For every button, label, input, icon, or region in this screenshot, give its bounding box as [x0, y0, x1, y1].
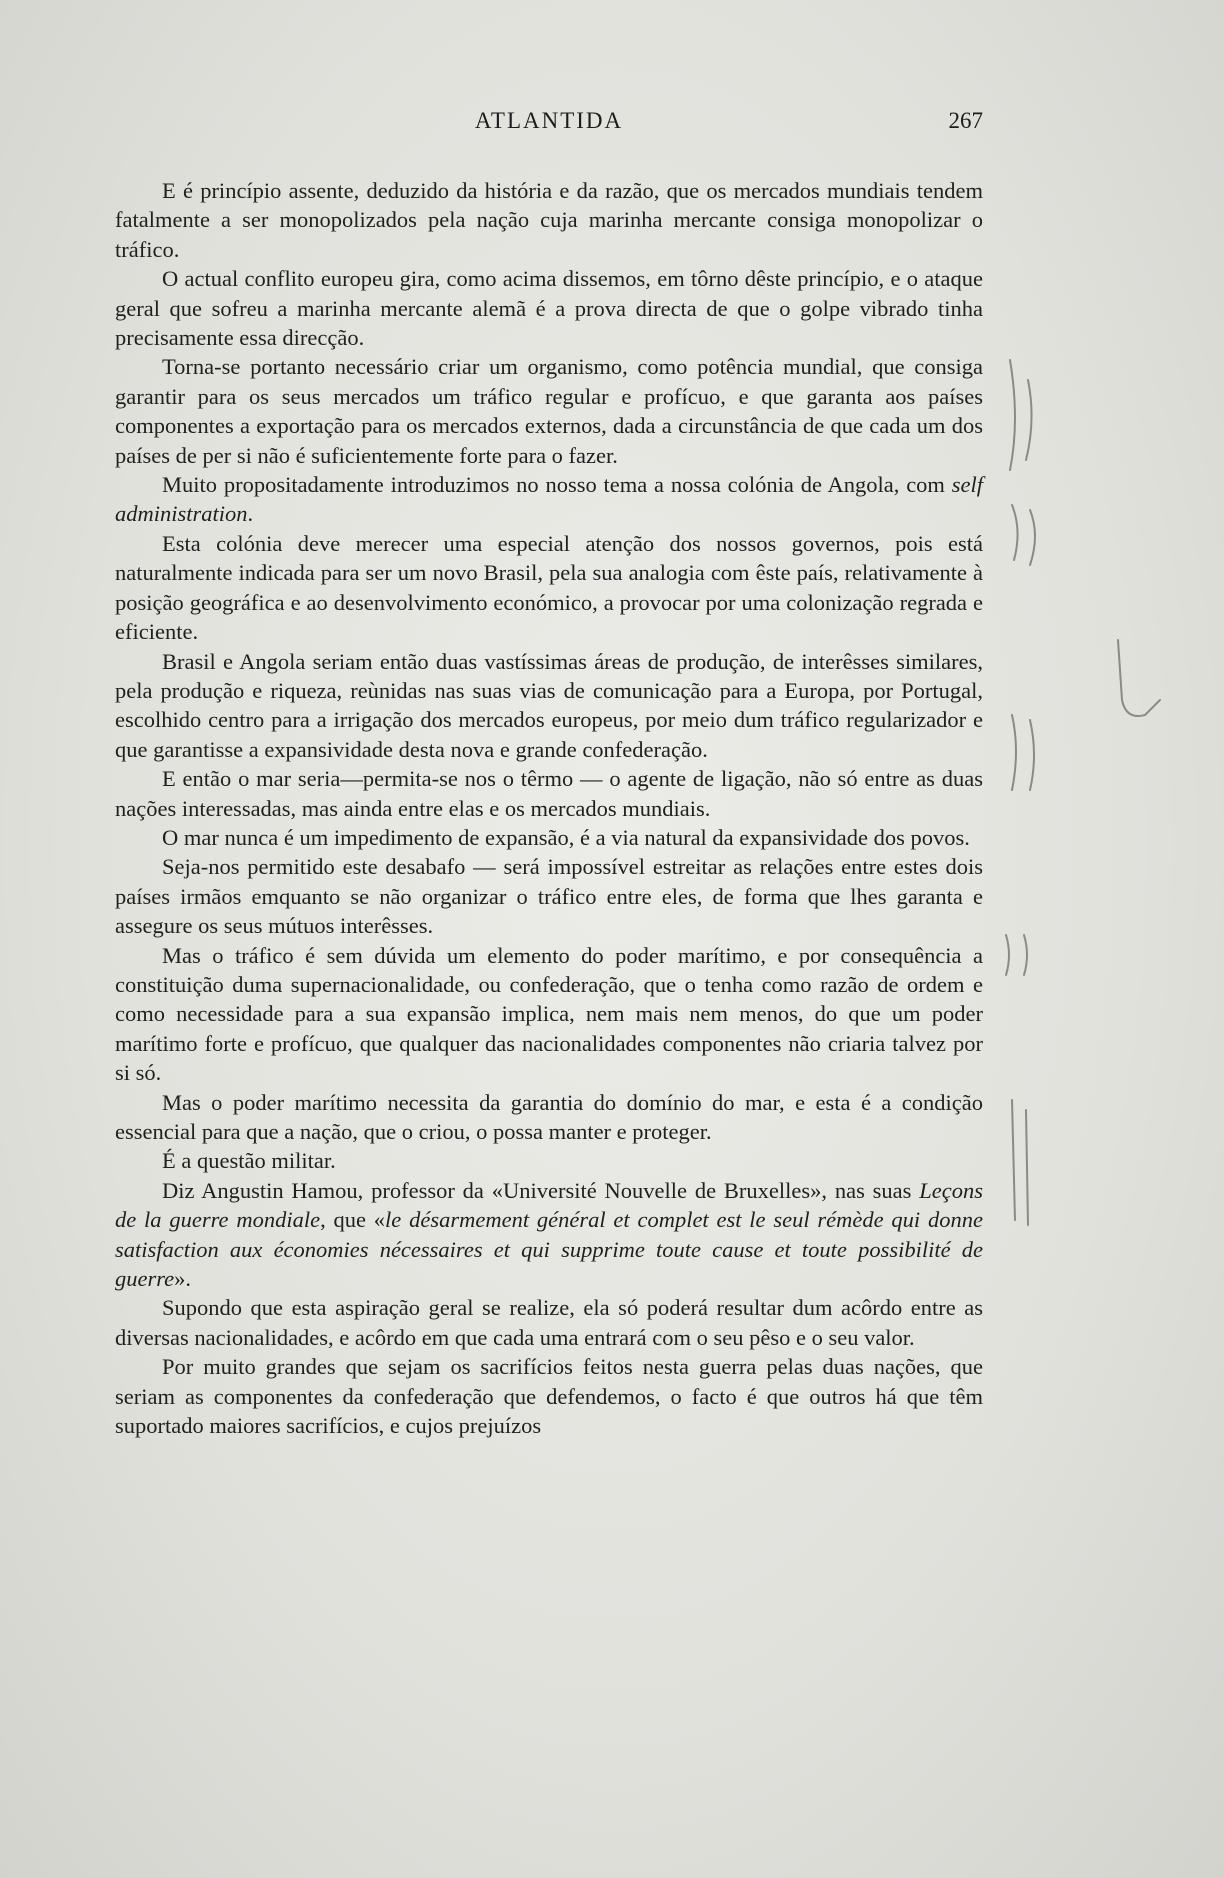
paragraph-4-text: Muito propositadamente introduzimos no nosso tema a nossa colónia de Angola, com	[162, 472, 952, 498]
paragraph-13-italic-quote: le désarmement général et complet est le seul rémède qui donne satisfaction aux économies nécessaires et qui supprime toute cause et toute possibilité de guerre	[115, 1207, 983, 1292]
paragraph-14: Supondo que esta aspiração geral se realize, ela só poderá resultar dum acôrdo entre as diversas nacionalidades, e acôrdo em que cada uma entrará com o seu pêso e o seu valor.	[115, 1295, 983, 1350]
paragraph-2: O actual conflito europeu gira, como acima dissemos, em tôrno dêste princípio, e o ataque geral que sofreu a marinha mercante alemã é a prova directa de que o golpe vibrado tinha precisamente essa direcção.	[115, 266, 983, 351]
paragraph-13	[115, 1176, 983, 1294]
paragraph-13-italic-title: Leçons de la guerre mondiale	[115, 1177, 983, 1233]
paragraph-13-end: ».	[174, 1266, 192, 1292]
margin-arrow	[1118, 640, 1160, 716]
paragraph-4	[115, 470, 983, 529]
paragraph-13-text: Diz Angustin Hamou, professor da «Université Nouvelle de Bruxelles», nas suas	[162, 1177, 920, 1203]
paragraph-1: E é princípio assente, deduzido da história e da razão, que os mercados mundiais tendem fatalmente a ser monopolizados pela nação cuja marinha mercante consiga monopolizar o tráfico.	[115, 178, 983, 262]
paragraph-5: Esta colónia deve merecer uma especial atenção dos nossos governos, pois está naturalmente indicada para ser um novo Brasil, pela sua analogia com êste país, relativamente à posição geográfica e ao desenvolvimento económico, a provocar por uma colonização regrada e eficiente.	[115, 530, 983, 645]
page-header	[115, 108, 983, 144]
margin-line-2	[1026, 1110, 1028, 1225]
paragraph-3: Torna-se portanto necessário criar um organismo, como potência mundial, que consiga garantir para os seus mercados um tráfico regular e profícuo, e que garanta aos países componentes a exportação para os mercados externos, dada a circunstância de que cada um dos países de per si não é suficientemente forte para o fazer.	[115, 354, 983, 468]
paragraph-12: É a questão militar.	[162, 1148, 336, 1174]
paragraph-13-mid: , que «	[320, 1207, 386, 1233]
margin-bracket-2	[1026, 380, 1032, 460]
margin-bracket-5	[1012, 715, 1016, 790]
margin-bracket-3	[1012, 505, 1018, 560]
paragraph-4-italic: self administration	[115, 472, 983, 527]
margin-bracket-6	[1030, 720, 1034, 790]
paragraph-6: Brasil e Angola seriam então duas vastíssimas áreas de produção, de interêsses similares, pela produção e riqueza, reùnidas nas suas vias de comunicação para a Europa, por Portugal, escolhido centro para a irrigação dos mercados europeus, por meio dum tráfico regularizador e que garantisse a expansividade desta nova e grande confederação.	[115, 648, 983, 762]
paragraph-8: O mar nunca é um impedimento de expansão, é a via natural da expansividade dos povos.	[162, 824, 970, 850]
page-number: 267	[948, 108, 983, 133]
margin-line-1	[1012, 1100, 1015, 1220]
margin-bracket-1	[1010, 360, 1015, 470]
paragraph-10: Mas o tráfico é sem dúvida um elemento do poder marítimo, e por consequência a constituição duma supernacionalidade, ou confederação, que o tenha como razão de ordem e como necessidade para a sua expansão implica, nem mais nem menos, do que um poder marítimo forte e profícuo, que qualquer das nacionalidades componentes não criaria talvez por si só.	[115, 942, 983, 1086]
paragraph-15: Por muito grandes que sejam os sacrifícios feitos nesta guerra pelas duas nações, que seriam as componentes da confederação que defendemos, o facto é que outros há que têm suportado maiores sacrifícios, e cujos prejuízos	[115, 1354, 983, 1439]
paragraph-9: Seja-nos permitido este desabafo — será impossível estreitar as relações entre estes dois países irmãos emquanto se não organizar o tráfico entre eles, de forma que lhes garanta e assegure os seus mútuos interêsses.	[115, 854, 983, 939]
paragraph-4-end: .	[247, 501, 254, 527]
margin-bracket-4	[1030, 510, 1035, 565]
paragraph-11: Mas o poder marítimo necessita da garantia do domínio do mar, e esta é a condição essencial para que a nação, que o criou, o possa manter e proteger.	[115, 1089, 983, 1144]
body-text	[115, 176, 983, 1440]
margin-bracket-7	[1006, 935, 1009, 975]
margin-bracket-8	[1024, 935, 1027, 975]
running-title: ATLANTIDA	[474, 108, 624, 133]
paragraph-7: E então o mar seria—permita-se nos o têrmo — o agente de ligação, não só entre as duas nações interessadas, mas ainda entre elas e os mercados mundiais.	[115, 766, 983, 821]
